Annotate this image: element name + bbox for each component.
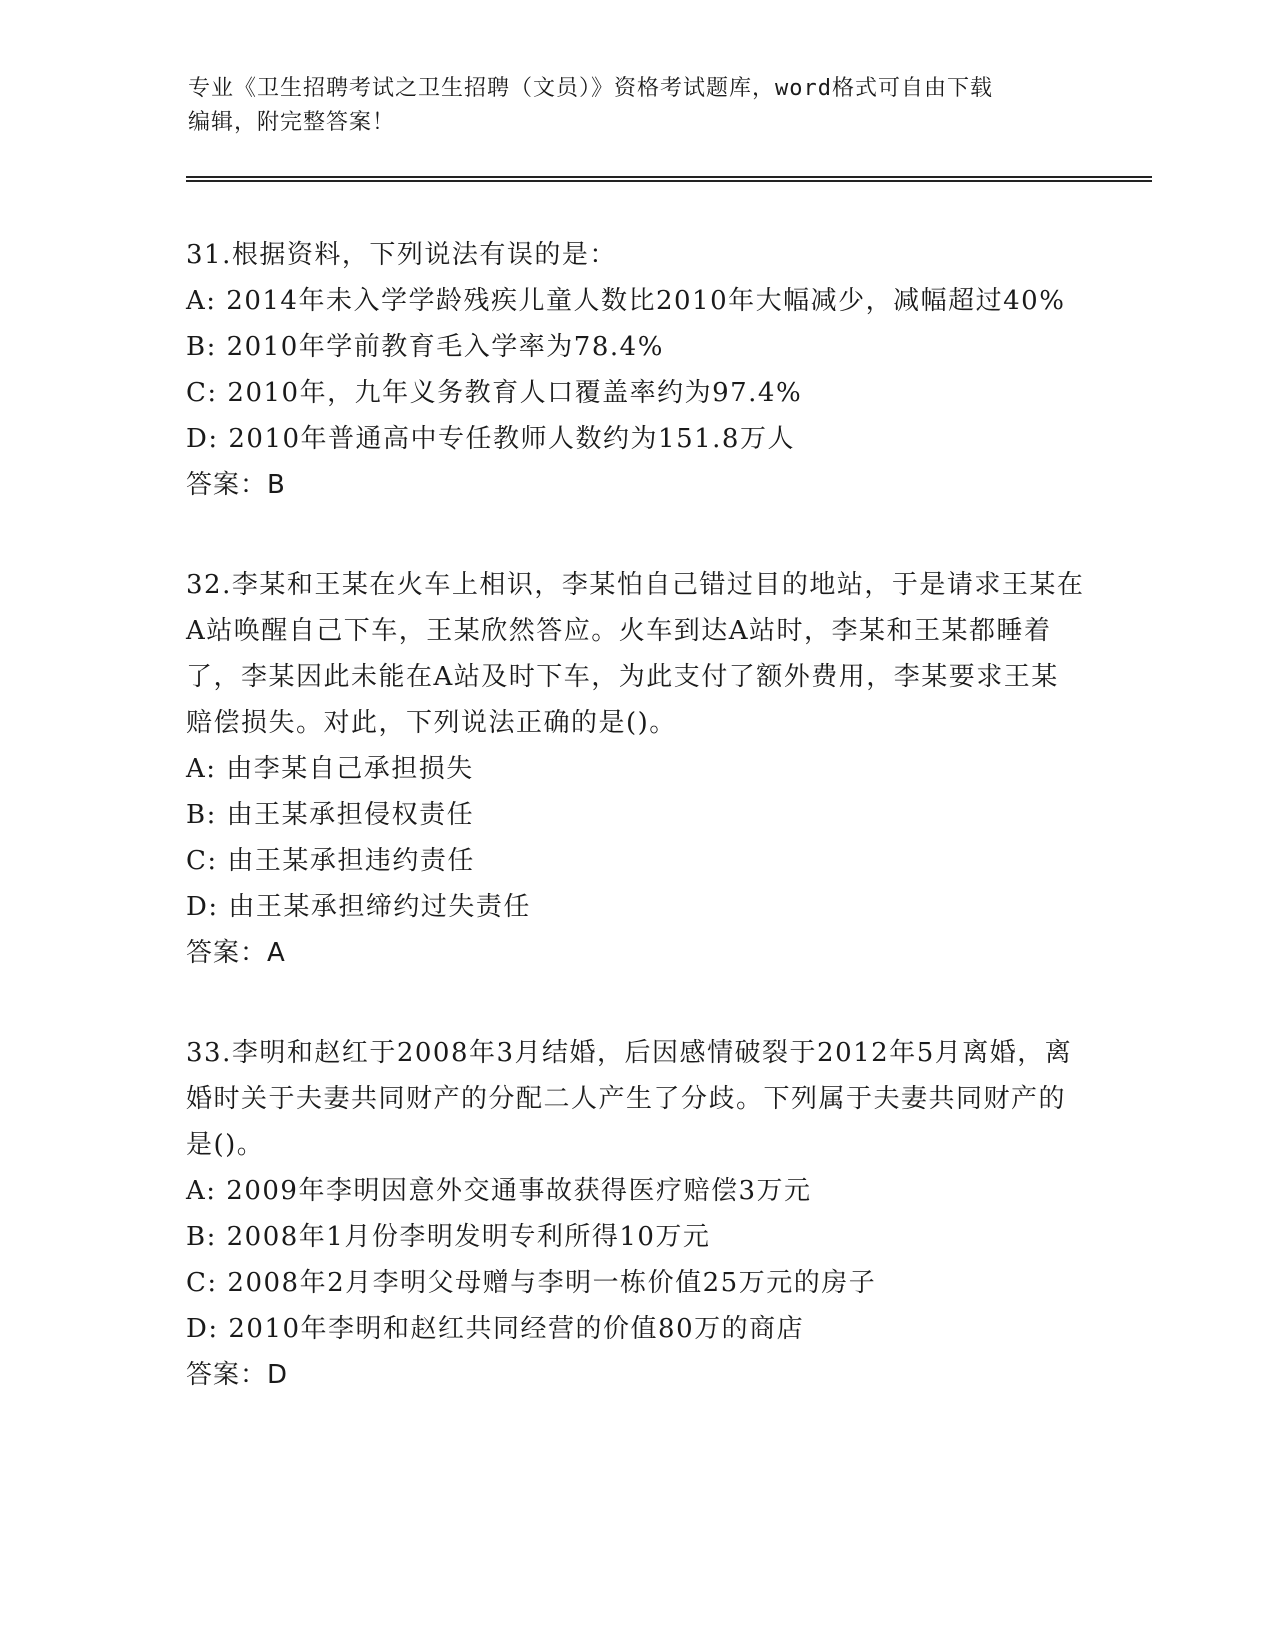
header-line-1: 专业《卫生招聘考试之卫生招聘（文员）》资格考试题库，word格式可自由下载 — [188, 76, 993, 101]
question-text: 32.李某和王某在火车上相识，李某怕自己错过目的地站，于是请求王某在A站唤醒自己下车，王某欣然答应。火车到达A站时，李某和王某都睡着了，李某因此未能在A站及时下车，为此支付了额外费用，李某要求王某赔偿损失。对此，下列说法正确的是()。 — [186, 570, 1085, 738]
option-c: C: 2008年2月李明父母赠与李明一栋价值25万元的房子 — [186, 1268, 877, 1298]
question-32 — [186, 562, 1086, 976]
option-d: D: 2010年普通高中专任教师人数约为151.8万人 — [186, 424, 795, 454]
option-d: D: 由王某承担缔约过失责任 — [186, 892, 531, 922]
answer: 答案：D — [186, 1360, 289, 1390]
question-33 — [186, 1030, 1086, 1398]
option-c: C: 由王某承担违约责任 — [186, 846, 475, 876]
answer: 答案：A — [186, 938, 286, 968]
question-list — [186, 232, 1086, 1452]
header-divider — [186, 176, 1152, 182]
option-b: B: 2010年学前教育毛入学率为78.4% — [186, 332, 664, 362]
answer: 答案：B — [186, 470, 286, 500]
page-header — [188, 72, 1088, 140]
option-d: D: 2010年李明和赵红共同经营的价值80万的商店 — [186, 1314, 805, 1344]
option-c: C: 2010年，九年义务教育人口覆盖率约为97.4% — [186, 378, 803, 408]
question-text: 31.根据资料，下列说法有误的是： — [186, 240, 617, 270]
option-a: A: 由李某自己承担损失 — [186, 754, 474, 784]
option-a: A: 2014年未入学学龄残疾儿童人数比2010年大幅减少，减幅超过40% — [186, 286, 1066, 316]
option-b: B: 由王某承担侵权责任 — [186, 800, 475, 830]
option-b: B: 2008年1月份李明发明专利所得10万元 — [186, 1222, 711, 1252]
header-line-2: 编辑，附完整答案！ — [188, 110, 396, 135]
option-a: A: 2009年李明因意外交通事故获得医疗赔偿3万元 — [186, 1176, 812, 1206]
question-text: 33.李明和赵红于2008年3月结婚，后因感情破裂于2012年5月离婚，离婚时关于夫妻共同财产的分配二人产生了分歧。下列属于夫妻共同财产的是()。 — [186, 1038, 1073, 1160]
question-31 — [186, 232, 1086, 508]
